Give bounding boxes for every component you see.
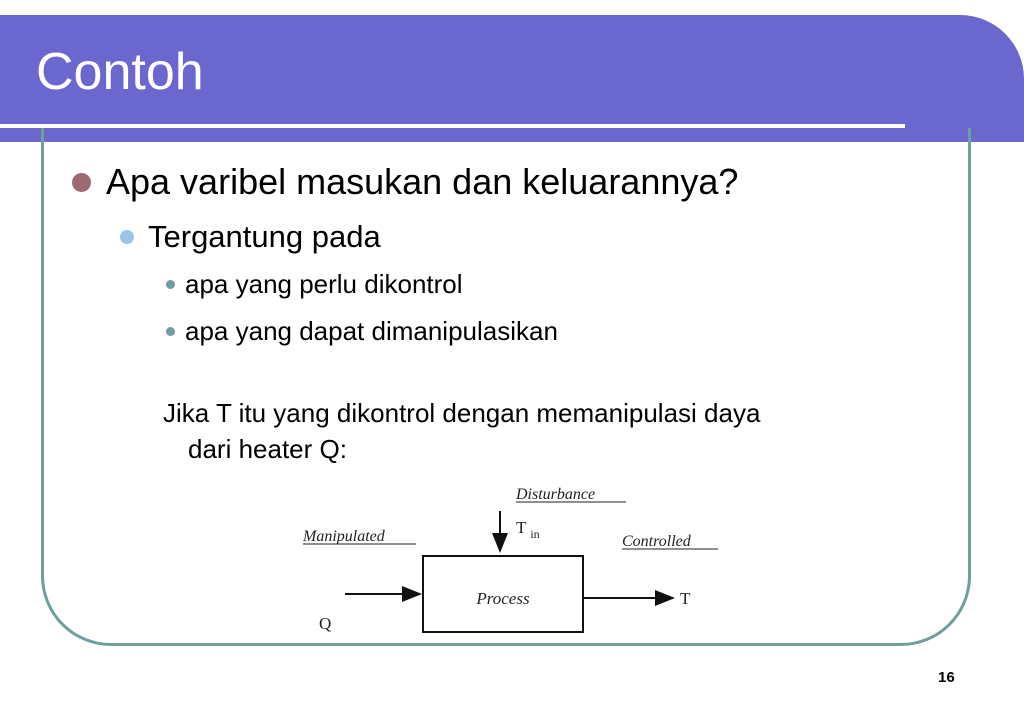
disturbance-label: Disturbance — [516, 486, 596, 503]
bullet-text: Tergantung pada — [148, 219, 381, 254]
bullet-dot-icon — [166, 280, 175, 289]
bullet-dot-icon — [72, 173, 91, 192]
process-label: Process — [476, 589, 530, 608]
bullet-level2 — [120, 219, 381, 255]
manipulated-label: Manipulated — [303, 528, 385, 545]
paragraph-line: dari heater Q: — [188, 434, 347, 464]
description-paragraph — [163, 395, 923, 467]
bullet-text: Apa varibel masukan dan keluarannya? — [106, 161, 739, 202]
output-variable-label: T — [680, 589, 691, 608]
bullet-dot-icon — [120, 230, 134, 244]
bullet-level1 — [72, 161, 738, 203]
tin-main: T — [516, 518, 527, 537]
bullet-level3-item — [166, 316, 558, 347]
bullet-text: apa yang dapat dimanipulasikan — [185, 316, 558, 346]
tin-subscript: in — [530, 527, 540, 541]
slide-title: Contoh — [36, 43, 204, 101]
controlled-label: Controlled — [622, 533, 691, 550]
tin-label — [516, 518, 540, 541]
paragraph-line: Jika T itu yang dikontrol dengan memanipulasi daya — [163, 398, 761, 428]
process-block-diagram — [290, 478, 740, 643]
bullet-dot-icon — [166, 327, 175, 336]
bullet-level3-item — [166, 269, 463, 300]
input-variable-label: Q — [319, 614, 332, 633]
bullet-text: apa yang perlu dikontrol — [185, 269, 463, 299]
page-number: 16 — [938, 669, 955, 686]
